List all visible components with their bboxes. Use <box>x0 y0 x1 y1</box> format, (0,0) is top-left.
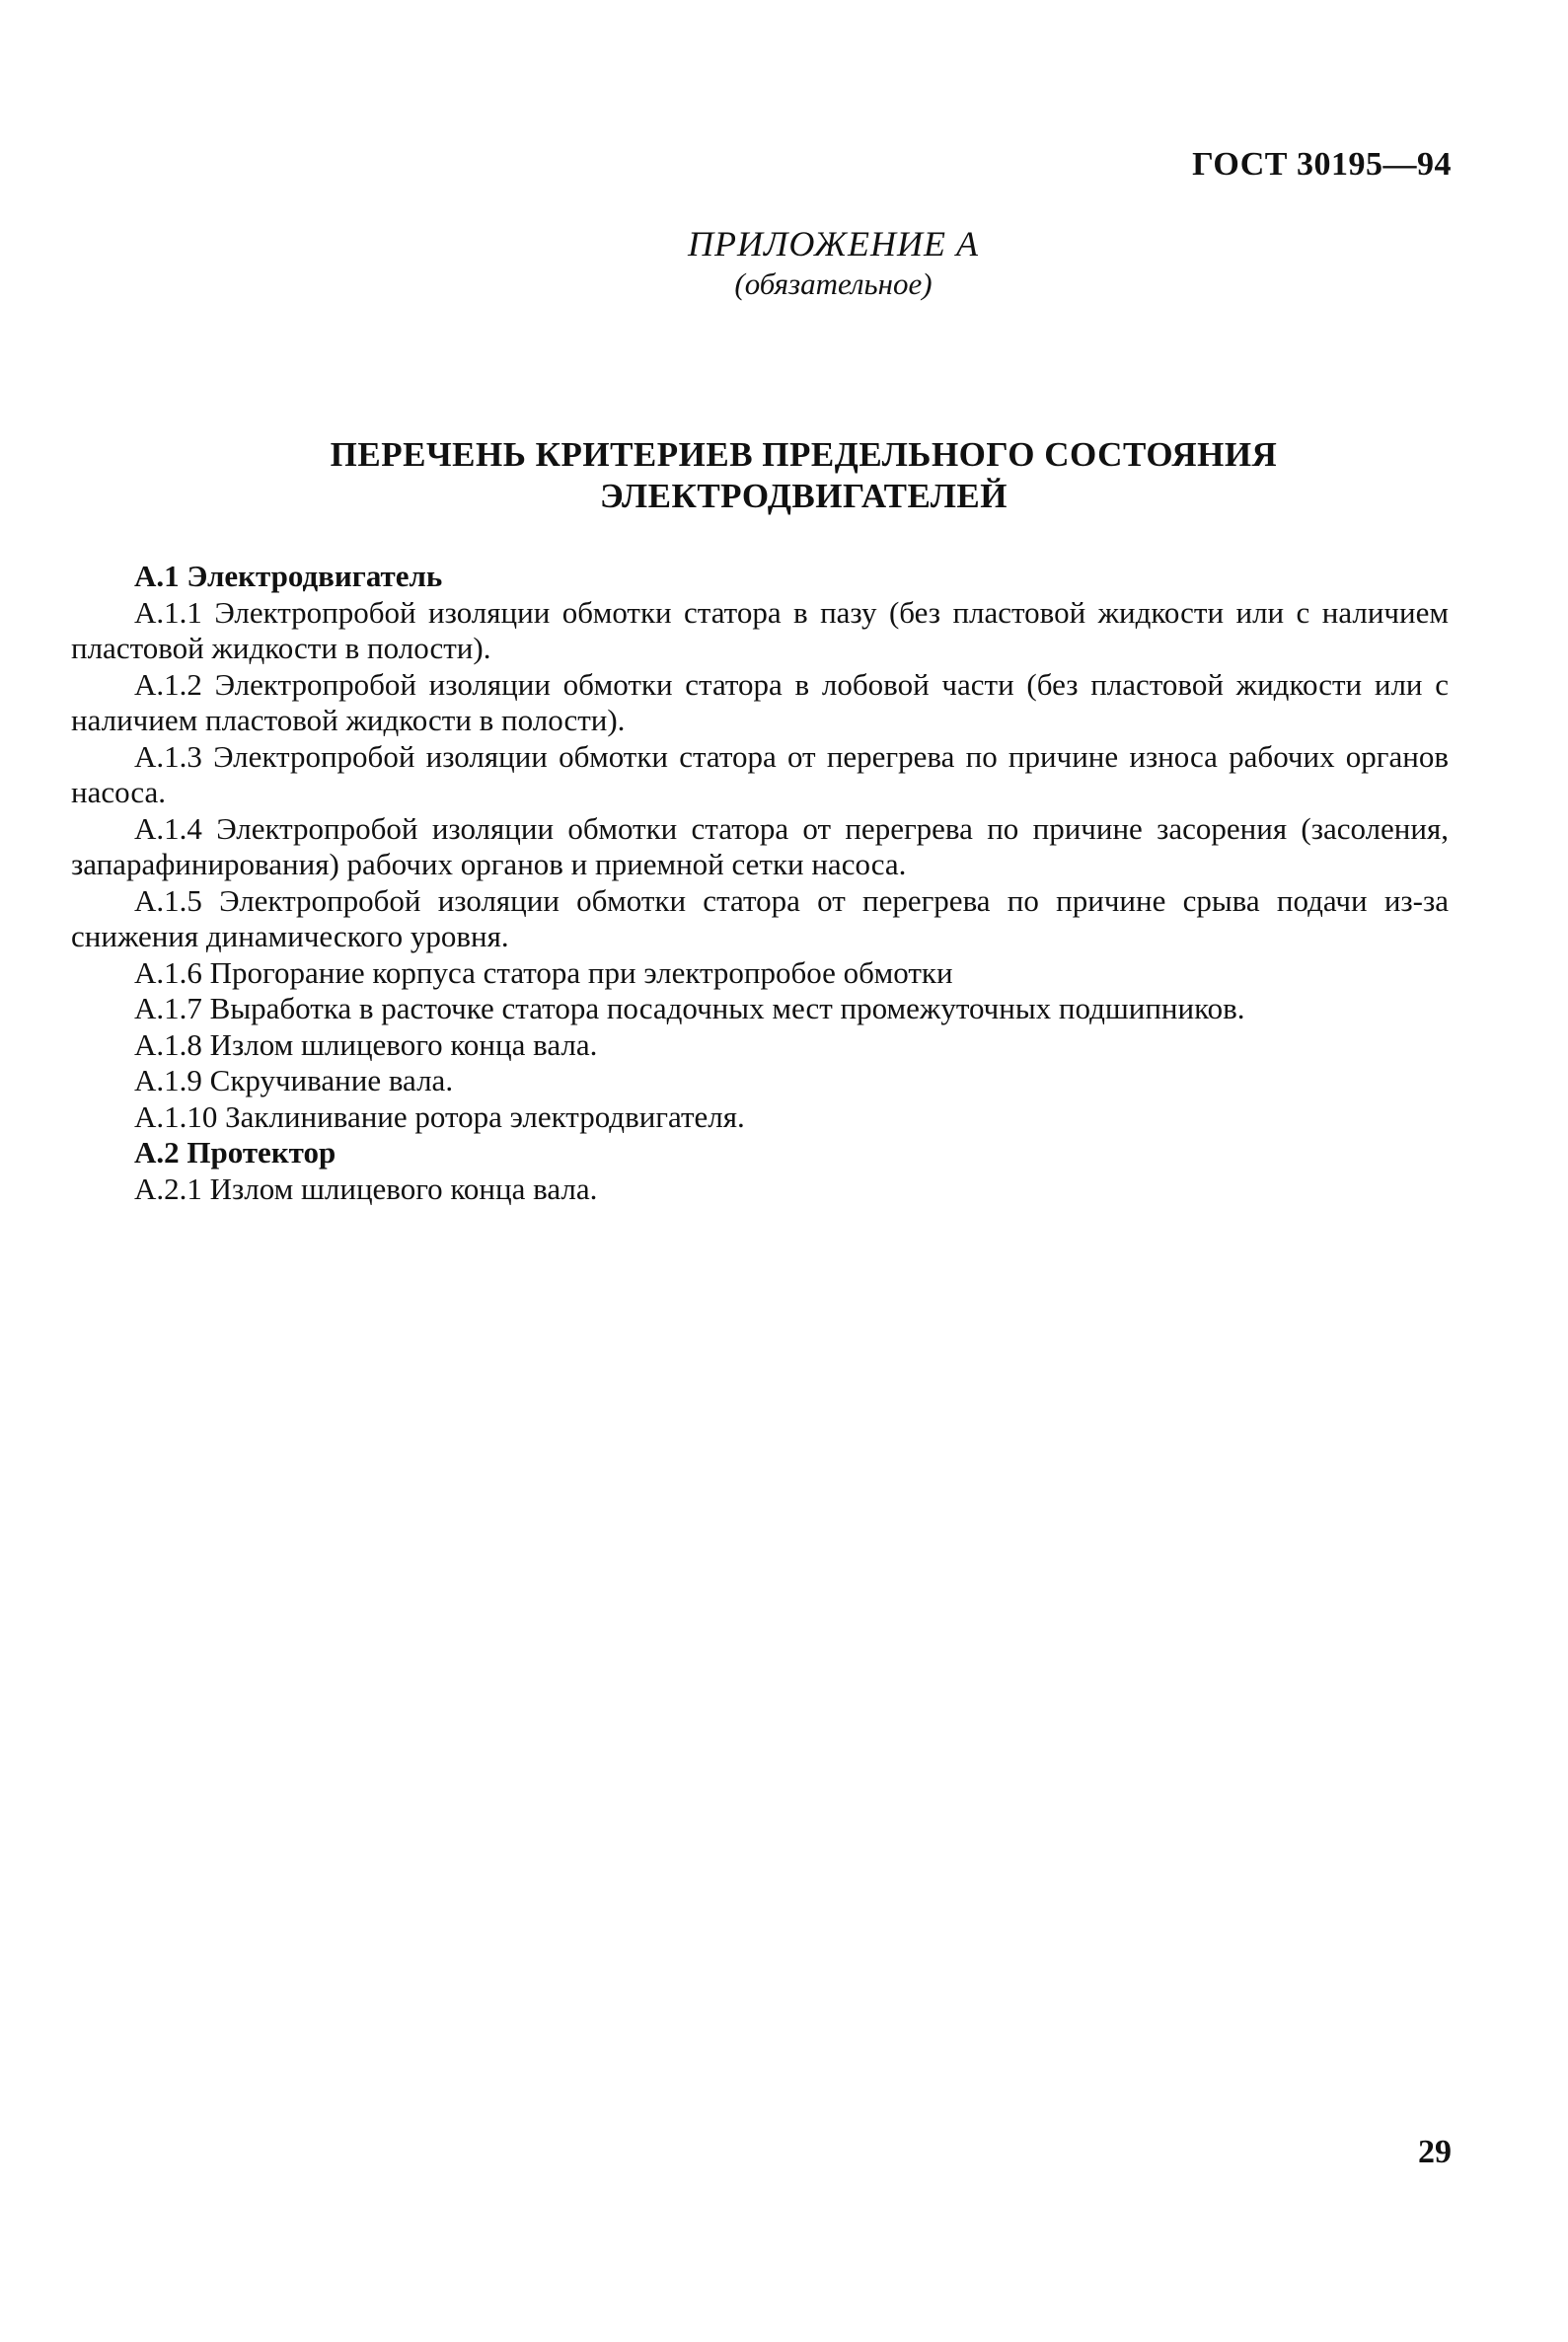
content <box>71 559 1449 1207</box>
list-item: А.1.8 Излом шлицевого конца вала. <box>134 1026 598 1062</box>
document-title <box>0 434 1568 517</box>
list-item: А.1.7 Выработка в расточке статора посадочных мест промежуточных подшипников. <box>134 991 1245 1025</box>
page-number: 29 <box>1418 2134 1452 2170</box>
list-item: А.1.4 Электропробой изоляции обмотки статора от перегрева по причине засорения (засоления, запарафинирования) рабочих органов и приемной сетки насоса. <box>71 810 1449 881</box>
document-title-line-1: ПЕРЕЧЕНЬ КРИТЕРИЕВ ПРЕДЕЛЬНОГО СОСТОЯНИЯ <box>330 435 1278 474</box>
list-item: А.1.1 Электропробой изоляции обмотки статора в пазу (без пластовой жидкости или с наличием пластовой жидкости в полости). <box>71 594 1449 665</box>
list-item: А.1.6 Прогорание корпуса статора при электропробое обмотки <box>134 954 953 990</box>
list-item: А.1.3 Электропробой изоляции обмотки статора от перегрева по причине износа рабочих органов насоса. <box>71 738 1449 809</box>
list-item: А.1.2 Электропробой изоляции обмотки статора в лобовой части (без пластовой жидкости или с наличием пластовой жидкости в полости). <box>71 666 1449 737</box>
list-item: А.2.1 Излом шлицевого конца вала. <box>134 1171 598 1206</box>
document-title-line-2: ЭЛЕКТРОДВИГАТЕЛЕЙ <box>599 477 1008 515</box>
appendix-block <box>0 223 1568 302</box>
standard-code: ГОСТ 30195—94 <box>1192 146 1452 183</box>
appendix-title: ПРИЛОЖЕНИЕ А <box>688 224 979 264</box>
list-item: А.1.10 Заклинивание ротора электродвигателя. <box>134 1098 745 1134</box>
appendix-note: (обязательное) <box>734 266 933 301</box>
section-heading-a1: А.1 Электродвигатель <box>134 559 443 593</box>
section-heading-a2: А.2 Протектор <box>134 1135 336 1170</box>
list-item: А.1.9 Скручивание вала. <box>134 1063 454 1097</box>
list-item: А.1.5 Электропробой изоляции обмотки статора от перегрева по причине срыва подачи из-за снижения динамического уровня. <box>71 882 1449 953</box>
